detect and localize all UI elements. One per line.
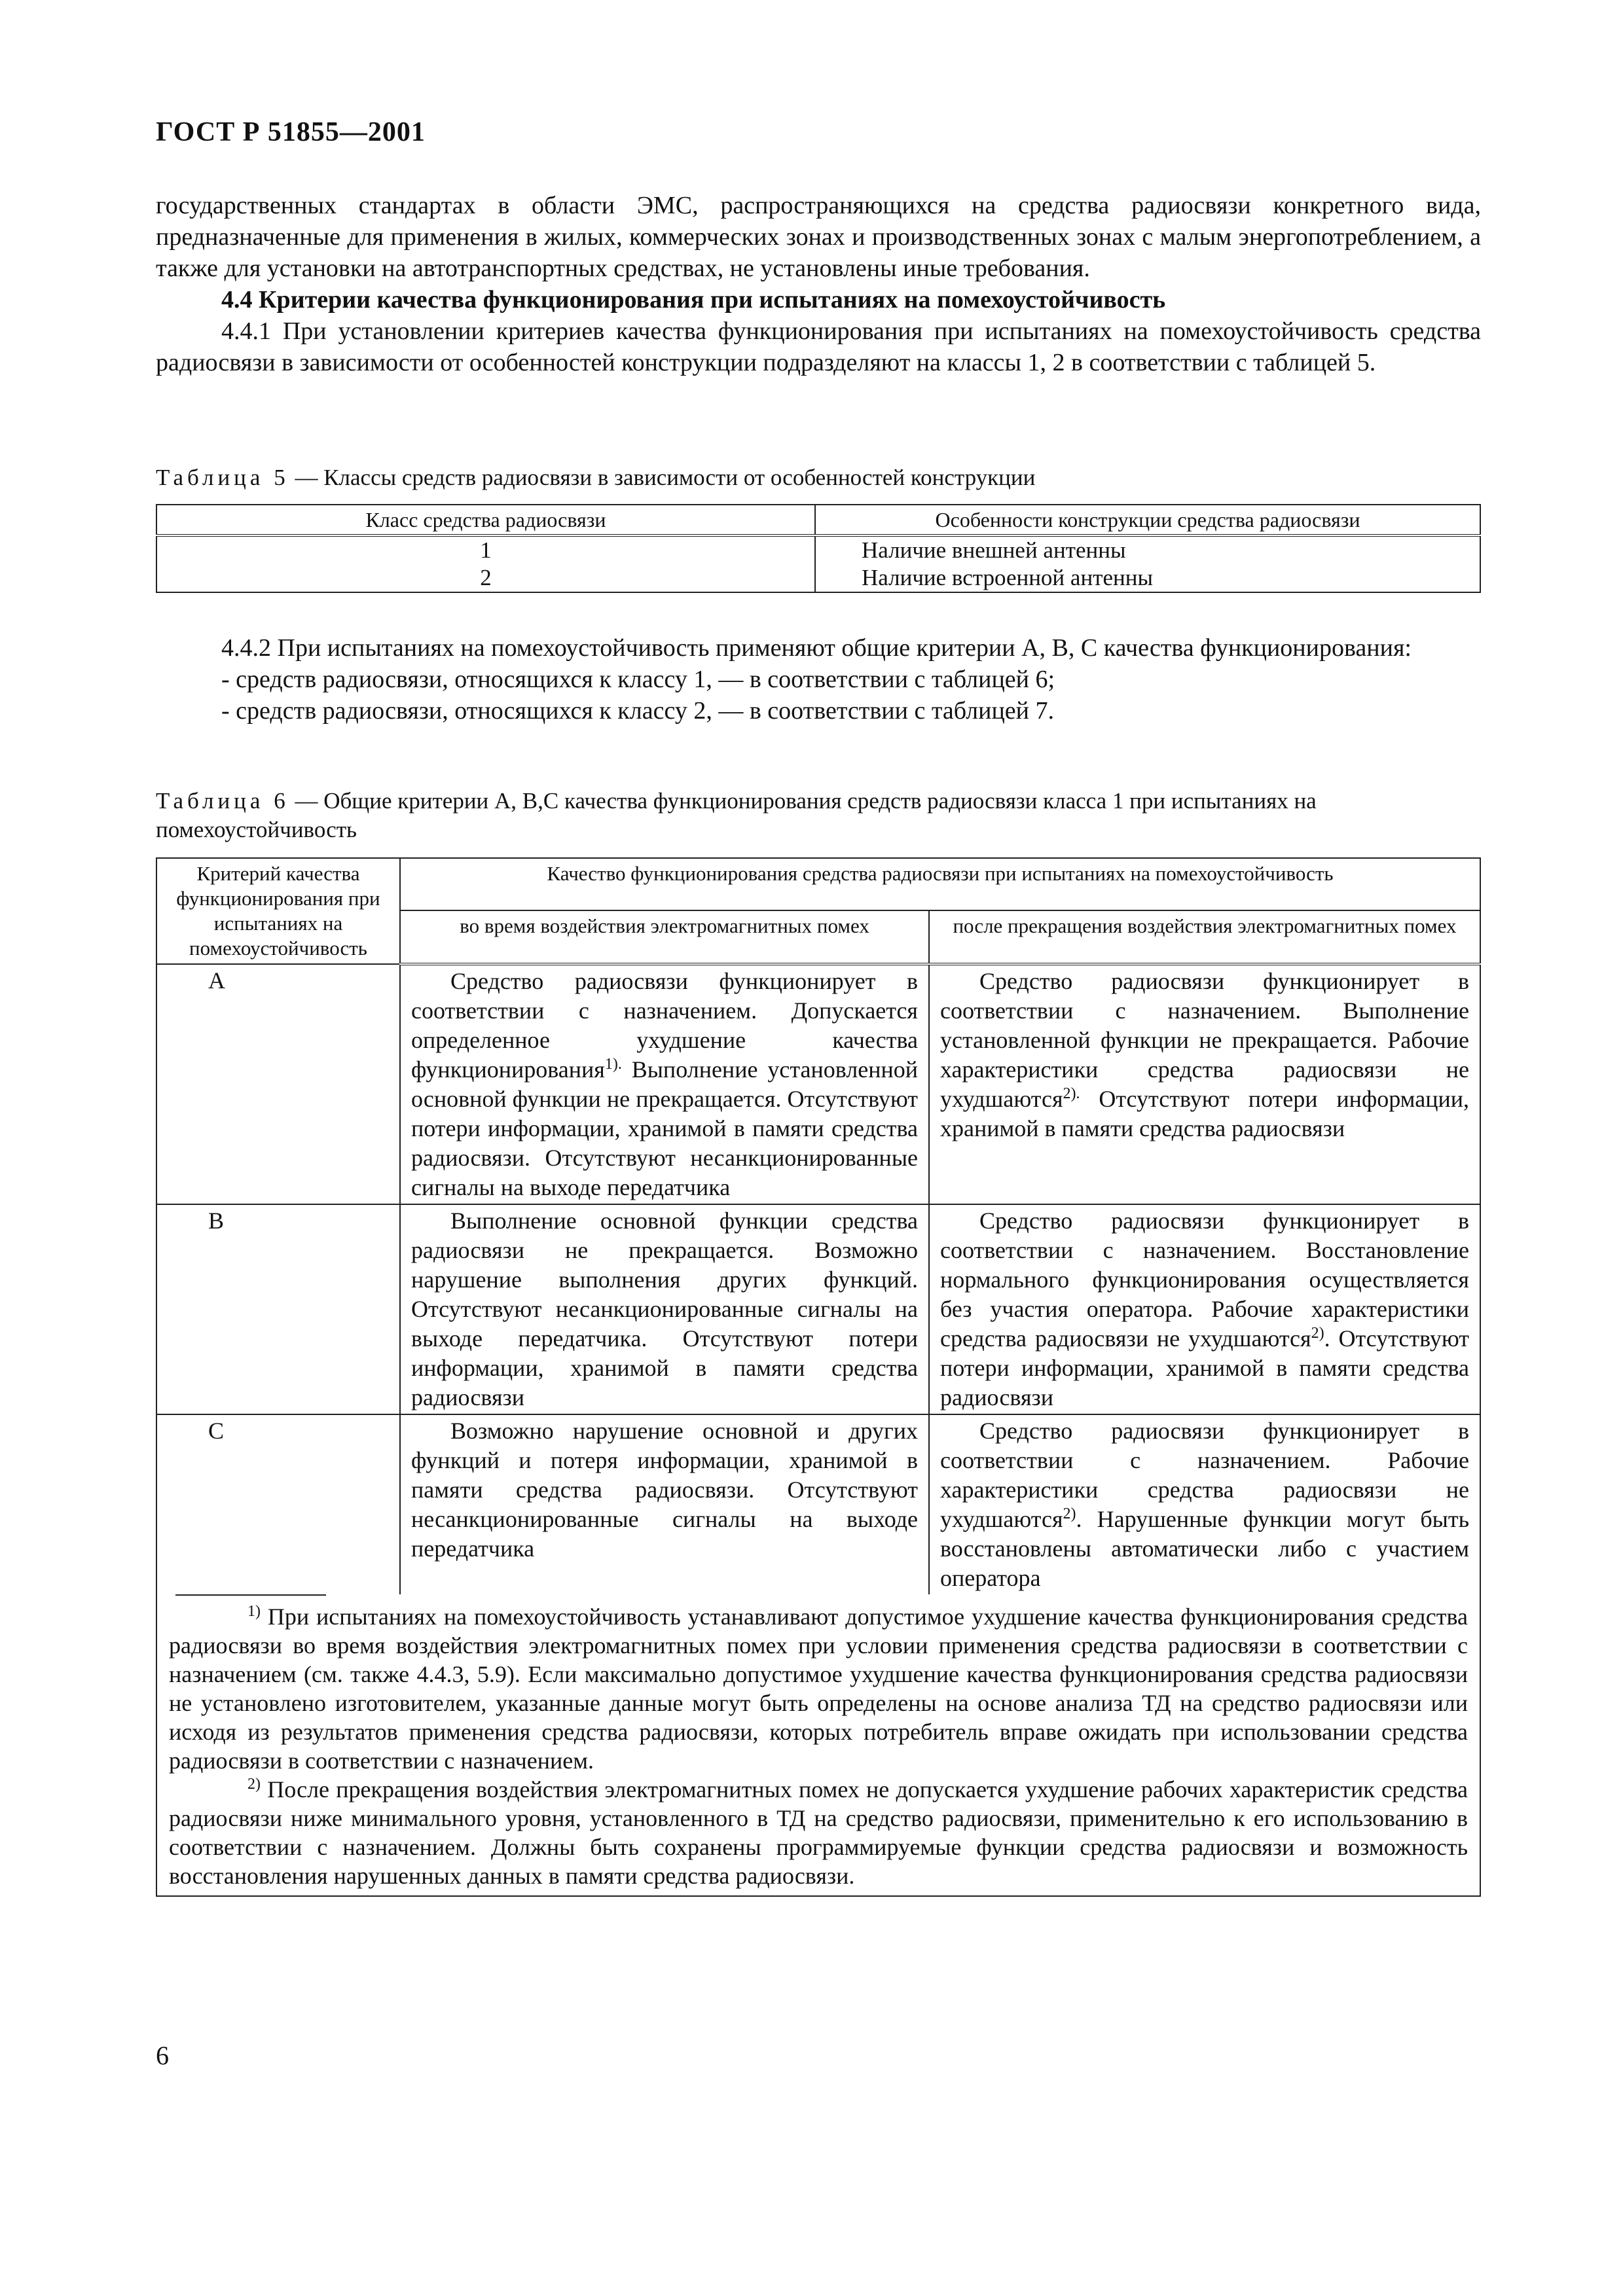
paragraph-4-4-1: 4.4.1 При установлении критериев качества функционирования при испытаниях на помехоустойчивость средства радиосвязи в зависимости от особенностей конструкции подразделяют на классы 1, 2 в соответствии с таблицей 5.	[156, 317, 1481, 376]
table6	[156, 857, 1481, 1594]
after-text: . Отсутствуют потери информации, хранимой в памяти средства радиосвязи	[940, 1325, 1469, 1410]
during-cell: Выполнение основной функции средства радиосвязи не прекращается. Возможно нарушение выполнения других функций. Отсутствуют несанкционированные сигналы на выходе передатчика. Отсутствуют потери информации, хранимой в памяти средства радиосвязи	[400, 1204, 929, 1414]
table5-caption-label: Таблица 5	[156, 465, 289, 490]
footnote-mark: 1)	[247, 1603, 261, 1620]
document-header: ГОСТ Р 51855—2001	[156, 117, 426, 147]
after-text: Средство радиосвязи функционирует в соответствии с назначением. Выполнение установленной функции не прекращается. Рабочие характеристики средства радиосвязи не ухудшаются	[940, 968, 1469, 1112]
table5	[156, 504, 1481, 593]
footnote-text: После прекращения воздействия электромагнитных помех не допускается ухудшение рабочих характеристик средства радиосвязи ниже минимального уровня, установленного в ТД на средство радиосвязи, применительно к его использованию в соответствии с назначением. Должны быть сохранены программируемые функции средства радиосвязи и возможность восстановления нарушенных данных в памяти средства радиосвязи.	[169, 1776, 1468, 1889]
table6-header-quality: Качество функционирования средства радиосвязи при испытаниях на помехоустойчивость	[400, 858, 1480, 910]
after-text: . Нарушенные функции могут быть восстановлены автоматически либо с участием оператора	[940, 1506, 1469, 1591]
footnote-mark: 2)	[247, 1776, 261, 1793]
table6-caption-text: — Общие критерии А, В,С качества функционирования средств радиосвязи класса 1 при испытаниях на помехоустойчивость	[156, 788, 1317, 842]
intro-paragraph: государственных стандартах в области ЭМС, распространяющихся на средства радиосвязи конкретного вида, предназначенные для применения в жилых, коммерческих зонах и производственных зонах с малым энергопотреблением, а также для установки на автотранспортных средствах, не установлены иные требования.	[156, 192, 1481, 282]
footnote-ref: 2)	[1311, 1325, 1324, 1342]
footnote-text: При испытаниях на помехоустойчивость устанавливают допустимое ухудшение качества функционирования средства радиосвязи во время воздействия электромагнитных помех при условии применения средства радиосвязи в соответствии с назначением (см. также 4.4.3, 5.9). Если максимально допустимое ухудшение качества функционирования средства радиосвязи не установлено изготовителем, указанные данные могут быть определены на основе анализа ТД на средство радиосвязи или исходя из результатов применения средства радиосвязи, которых потребитель вправе ожидать при использовании средства радиосвязи в соответствии с назначением.	[169, 1604, 1468, 1774]
table5-cell-class: 2	[156, 564, 815, 592]
table5-caption-text: — Классы средств радиосвязи в зависимости от особенностей конструкции	[289, 465, 1036, 490]
table5-cell-feature: Наличие внешней антенны	[815, 535, 1480, 564]
after-cell	[929, 1204, 1480, 1414]
criterion-cell: С	[156, 1414, 400, 1594]
during-text: Средство радиосвязи функционирует в соответствии с назначением. Допускается определенное ухудшение качества функционирования	[411, 968, 918, 1083]
footnote	[169, 1775, 1468, 1890]
table5-caption	[156, 463, 1481, 492]
after-text: Средство радиосвязи функционирует в соответствии с назначением. Восстановление нормального функционирования осуществляется без участия оператора. Рабочие характеристики средства радиосвязи не ухудшаются	[940, 1208, 1469, 1352]
footnote-separator	[175, 1594, 326, 1602]
table6-header-during: во время воздействия электромагнитных помех	[400, 910, 929, 964]
table5-header-feature: Особенности конструкции средства радиосвязи	[815, 505, 1480, 535]
during-cell	[400, 964, 929, 1204]
table6-caption	[156, 787, 1481, 844]
table-row	[156, 1204, 1480, 1414]
table-row	[156, 564, 1480, 592]
table6-caption-label: Таблица 6	[156, 788, 289, 814]
intro-section	[156, 190, 1481, 378]
paragraph-4-4-2: 4.4.2 При испытаниях на помехоустойчивость применяют общие критерии А, В, С качества функционирования:	[221, 634, 1412, 662]
list-item: - средств радиосвязи, относящихся к классу 2, — в соответствии с таблицей 7.	[221, 697, 1054, 725]
table-row	[156, 535, 1480, 564]
after-text: Отсутствуют потери информации, хранимой в памяти средства радиосвязи	[940, 1086, 1469, 1141]
after-text: Средство радиосвязи функционирует в соответствии с назначением. Рабочие характеристики средства радиосвязи не ухудшаются	[940, 1418, 1469, 1532]
table5-cell-feature: Наличие встроенной антенны	[815, 564, 1480, 592]
during-cell: Возможно нарушение основной и других функций и потеря информации, хранимой в памяти средства радиосвязи. Отсутствуют несанкционированные сигналы на выходе передатчика	[400, 1414, 929, 1594]
footnote-ref: 2)	[1063, 1505, 1076, 1522]
table6-container	[156, 857, 1481, 1897]
section-4-4-2	[156, 632, 1481, 726]
during-text: Выполнение установленной основной функции не прекращается. Отсутствуют потери информации, хранимой в памяти средства радиосвязи. Отсутствуют несанкционированные сигналы на выходе передатчика	[411, 1056, 918, 1200]
page-number: 6	[156, 2041, 169, 2070]
criterion-cell: А	[156, 964, 400, 1204]
table-row	[156, 1414, 1480, 1594]
table5-header-class: Класс средства радиосвязи	[156, 505, 815, 535]
after-cell	[929, 964, 1480, 1204]
after-cell	[929, 1414, 1480, 1594]
section-heading-4-4: 4.4 Критерии качества функционирования при испытаниях на помехоустойчивость	[221, 286, 1166, 314]
table6-header-criterion: Критерий качества функционирования при испытаниях на помехоустойчивость	[156, 858, 400, 964]
footnote-ref: 1).	[604, 1056, 622, 1073]
table6-header-after: после прекращения воздействия электромагнитных помех	[929, 910, 1480, 964]
list-item: - средств радиосвязи, относящихся к классу 1, — в соответствии с таблицей 6;	[221, 666, 1055, 693]
footnote	[169, 1602, 1468, 1775]
table5-cell-class: 1	[156, 535, 815, 564]
footnote-ref: 2).	[1063, 1085, 1080, 1102]
table-row	[156, 964, 1480, 1204]
criterion-cell: В	[156, 1204, 400, 1414]
table6-footnotes	[156, 1594, 1481, 1897]
